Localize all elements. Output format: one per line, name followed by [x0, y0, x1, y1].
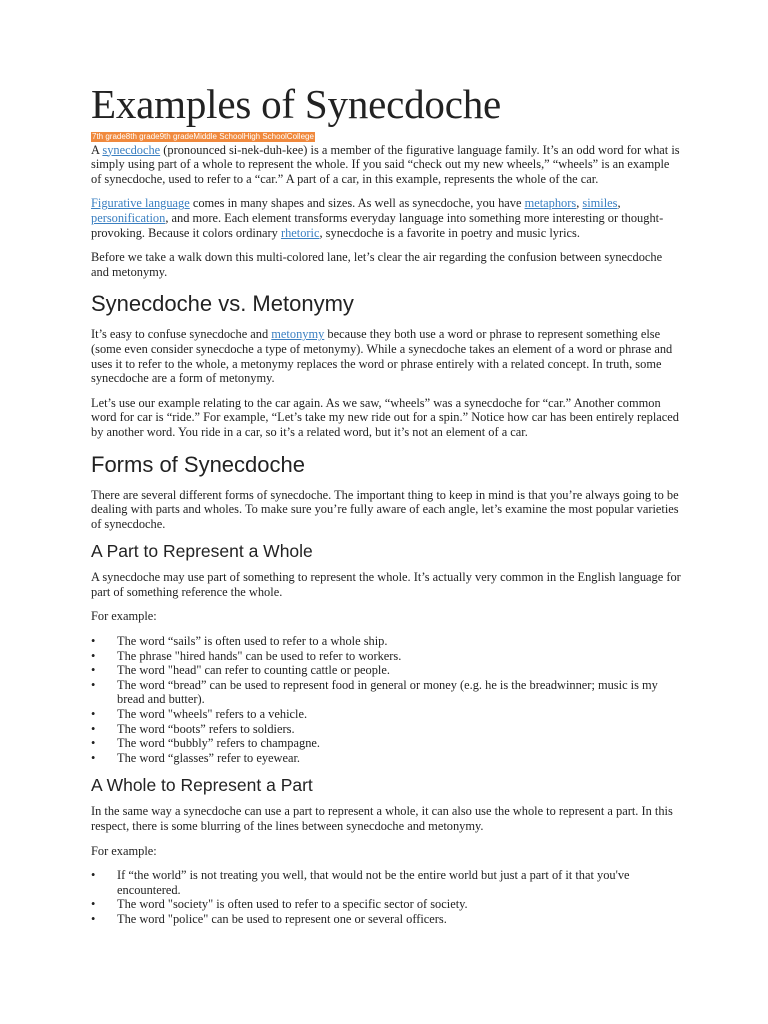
- intro-paragraph-3: Before we take a walk down this multi-colored lane, let’s clear the air regarding the confusion between synecdoche and metonymy.: [91, 250, 663, 279]
- whole-to-part-list: [91, 868, 681, 926]
- list-item: • The word "head" can refer to counting cattle or people.: [91, 663, 390, 678]
- heading-forms-of-synecdoche: Forms of Synecdoche: [91, 451, 305, 477]
- list-item: • The word “sails” is often used to refer to a whole ship.: [91, 634, 388, 649]
- link-rhetoric[interactable]: rhetoric: [280, 225, 320, 240]
- bullet: •: [91, 868, 96, 883]
- bullet: •: [91, 648, 96, 663]
- intro-paragraph-2: Figurative language comes in many shapes and sizes. As well as synecdoche, you have metaphors, similes, personification, and more. Each element transforms everyday language into something more interesting or thought-provoking. Because it colors ordinary rhetoric, synecdoche is a favorite in poetry and music lyrics.: [91, 196, 664, 240]
- link-personification[interactable]: personification: [91, 210, 166, 225]
- grade-tags[interactable]: 7th grade8th grade9th gradeMiddle SchoolHigh SchoolCollege: [92, 132, 314, 141]
- link-synecdoche[interactable]: synecdoche: [102, 142, 161, 157]
- forms-paragraph: There are several different forms of synecdoche. The important thing to keep in mind is that you’re always going to be dealing with parts and wholes. To make sure you’re fully aware of each angle, let’s examine the most popular varieties of synecdoche.: [91, 487, 679, 531]
- link-similes[interactable]: similes: [582, 196, 618, 211]
- bullet: •: [91, 736, 96, 751]
- list-item: • The word “glasses” refer to eyewear.: [91, 750, 301, 765]
- heading-synecdoche-vs-metonymy: Synecdoche vs. Metonymy: [91, 291, 354, 317]
- link-metonymy[interactable]: metonymy: [271, 327, 325, 342]
- link-metaphors[interactable]: metaphors: [524, 196, 577, 211]
- intro-paragraph-1: A synecdoche (pronounced si-nek-duh-kee) is a member of the figurative language family. It’s an odd word for what is simply using part of a whole to represent the whole. If you said “check out my new wheels,” “wheels” is an example of synecdoche, used to refer to a “car.” A part of a car, in this example, represents the whole of the car.: [91, 142, 680, 186]
- list-item: • The word “bread” can be used to represent food in general or money (e.g. he is the breadwinner; music is my bread and butter).: [91, 677, 658, 707]
- document-page: [91, 80, 681, 927]
- bullet: •: [91, 897, 96, 912]
- bullet: •: [91, 707, 96, 722]
- list-item: • The word “bubbly” refers to champagne.: [91, 736, 320, 751]
- list-item: • The word "wheels" refers to a vehicle.: [91, 707, 308, 722]
- page-title: Examples of Synecdoche: [91, 81, 502, 127]
- list-item: • The word "society" is often used to refer to a specific sector of society.: [91, 897, 468, 912]
- list-item: • The phrase "hired hands" can be used to refer to workers.: [91, 648, 402, 663]
- metonymy-paragraph-1: It’s easy to confuse synecdoche and metonymy because they both use a word or phrase to represent something else (some even consider synecdoche a type of metonymy). While a synecdoche takes an element of a word or phrase and uses it to refer to the whole, a metonymy replaces the word or phrase entirely with a related concept. In truth, some synecdoche are a form of metonymy.: [91, 327, 673, 386]
- part-to-whole-list: [91, 634, 681, 765]
- list-item: • The word "police" can be used to represent one or several officers.: [91, 911, 447, 926]
- list-item: • If “the world” is not treating you well, that would not be the entire world but just a part of it that you've encountered.: [91, 868, 630, 897]
- list-item: • The word “boots” refers to soldiers.: [91, 721, 295, 736]
- for-example-label: For example:: [91, 843, 157, 858]
- whole-to-part-paragraph: In the same way a synecdoche can use a part to represent a whole, it can also use the whole to represent a part. In this respect, there is some blurring of the lines between synecdoche and metonymy.: [91, 804, 673, 833]
- heading-part-to-whole: A Part to Represent a Whole: [91, 541, 313, 562]
- bullet: •: [91, 750, 96, 765]
- bullet: •: [91, 663, 96, 678]
- bullet: •: [91, 911, 96, 926]
- for-example-label: For example:: [91, 609, 157, 624]
- heading-whole-to-part: A Whole to Represent a Part: [91, 775, 313, 796]
- bullet: •: [91, 634, 96, 649]
- metonymy-paragraph-2: Let’s use our example relating to the car again. As we saw, “wheels” was a synecdoche for “car.” Another common word for car is “ride.” For example, “Let’s take my new ride out for a spin.” Notice how car has been entirely replaced by another word. You ride in a car, so it’s a related word, but it’s not an element of a car.: [91, 395, 679, 439]
- bullet: •: [91, 677, 96, 692]
- link-figurative-language[interactable]: Figurative language: [91, 196, 190, 211]
- part-to-whole-paragraph: A synecdoche may use part of something to represent the whole. It’s actually very common in the English language for part of something reference the whole.: [91, 570, 681, 599]
- bullet: •: [91, 721, 96, 736]
